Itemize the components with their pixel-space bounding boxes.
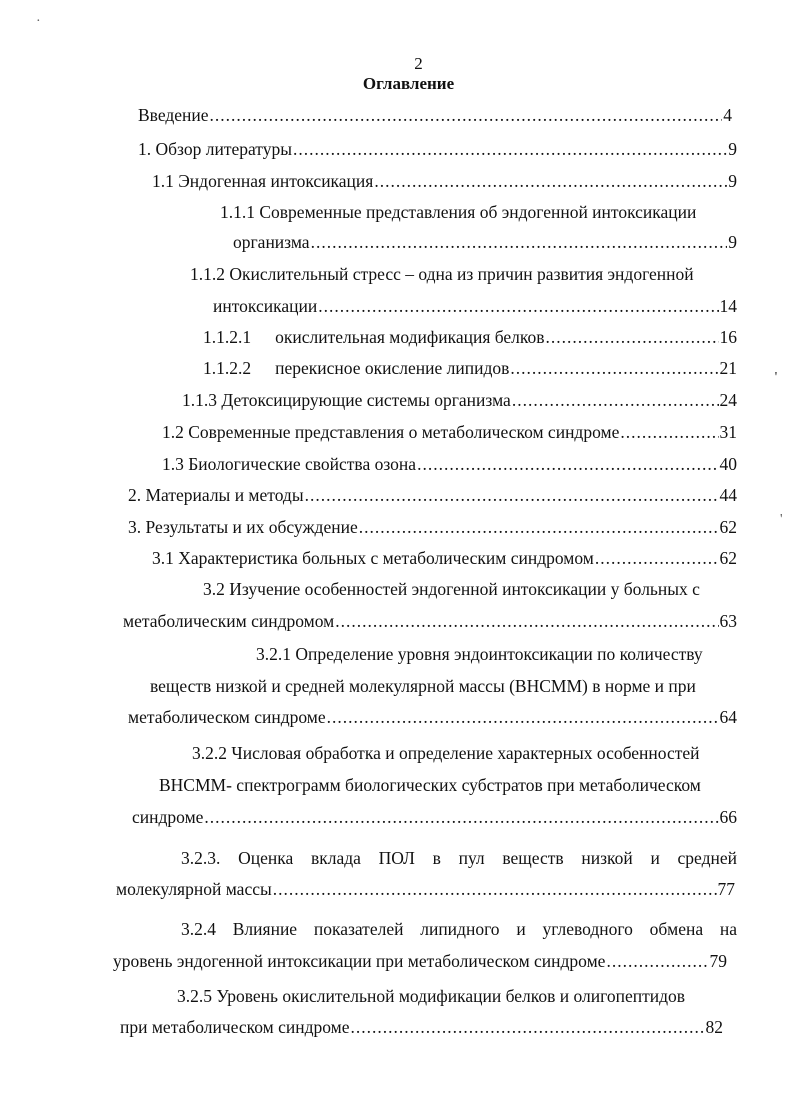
entry-text: организма [233,232,310,252]
toc-entry-1-1-1-line1 [220,201,696,223]
toc-entry-3-2-1-line2 [150,675,696,697]
toc-entry-3-2 [123,610,737,632]
toc-entry-1-1-2 [213,295,737,317]
entry-text: 1. Обзор литературы [138,139,292,159]
leader-dots [546,326,719,348]
toc-entry-3-2-1 [128,706,737,728]
toc-entry-1-1-2-2 [203,357,737,379]
toc-entry-3-2-1-line1 [256,643,703,665]
entry-text: 3.2.2 Числовая обработка и определение характерных особенностей [192,743,700,763]
leader-dots [620,421,718,443]
toc-entry-3-2-5-line1 [177,985,685,1007]
toc-entry-1-1-2-line1 [190,263,694,285]
leader-dots [374,170,727,192]
entry-text: 3. Результаты и их обсуждение [128,517,358,537]
entry-page: 77 [717,879,735,899]
entry-text: 2. Материалы и методы [128,485,304,505]
entry-page: 9 [728,139,737,159]
entry-page: 21 [719,358,737,378]
entry-page: 62 [719,548,737,568]
entry-text: 1.1.1 Современные представления об эндогенной интоксикации [220,202,697,222]
leader-dots [510,357,718,379]
entry-page: 62 [719,517,737,537]
leader-dots [311,231,728,253]
entry-text: 1.1 Эндогенная интоксикация [152,171,374,191]
leader-dots [293,138,727,160]
leader-dots [204,806,718,828]
leader-dots [417,453,718,475]
entry-text: ВНСММ- спектрограмм биологических субстратов при метаболическом [159,775,701,795]
entry-text: окислительная модификация белков [275,327,545,347]
entry-text: интоксикации [213,296,318,316]
entry-page: 9 [728,171,737,191]
toc-entry-3-2-4-line1: 3.2.4 Влияние показателей липидного и углеводного обмена на [181,919,737,939]
entry-page: 82 [705,1017,723,1037]
scan-speck: ' [774,370,778,385]
entry-text: метаболическом синдроме [128,707,326,727]
toc-title: Оглавление [362,74,455,93]
entry-text: молекулярной массы [116,879,272,899]
entry-page: 79 [709,951,727,971]
toc-entry-3-2-line1 [203,578,700,600]
toc-entry-3-1 [152,547,737,569]
toc-entry-1-1-1 [233,231,737,253]
toc-entry-1-1-3 [182,389,737,411]
entry-page: 14 [719,296,737,316]
toc-entry-3 [128,516,737,538]
toc-entry-1-1-2-1 [203,326,737,348]
leader-dots [359,516,719,538]
toc-entry-3-2-4 [113,950,727,972]
leader-dots [335,610,718,632]
entry-text: перекисное окисление липидов [275,358,510,378]
leader-dots [595,547,719,569]
page-number: 2 [414,54,423,73]
entry-page: 40 [719,454,737,474]
toc-entry-3-2-2-line1 [192,742,700,764]
scan-speck: ' [780,512,783,527]
entry-page: 64 [719,707,737,727]
toc-entry-3-2-3-line1: 3.2.3. Оценка вклада ПОЛ в пул веществ низкой и средней [181,848,737,868]
entry-text: 3.1 Характеристика больных с метаболическим синдромом [152,548,594,568]
entry-page: 16 [719,327,737,347]
leader-dots [327,706,719,728]
leader-dots [512,389,719,411]
entry-text: при метаболическом синдроме [120,1017,350,1037]
entry-number: 1.1.2.1 [203,327,252,347]
leader-dots [606,950,708,972]
leader-dots [305,484,719,506]
entry-text: метаболическим синдромом [123,611,335,631]
toc-entry-introduction [138,104,732,126]
entry-number: 1.1.2.2 [203,358,252,378]
toc-entry-1 [138,138,737,160]
scan-speck: · [36,14,41,29]
entry-page: 31 [719,422,737,442]
entry-text: 3.2 Изучение особенностей эндогенной интоксикации у больных с [203,579,700,599]
entry-page: 9 [728,232,737,252]
toc-entry-2 [128,484,737,506]
toc-entry-3-2-2 [132,806,737,828]
toc-entry-1-2 [162,421,737,443]
leader-dots [351,1016,705,1038]
entry-page: 63 [719,611,737,631]
leader-dots [318,295,718,317]
entry-page: 66 [719,807,737,827]
entry-text: 1.2 Современные представления о метаболическом синдроме [162,422,620,442]
toc-entry-1-3 [162,453,737,475]
entry-text: 1.3 Биологические свойства озона [162,454,417,474]
toc-entry-3-2-3 [116,878,735,900]
entry-page: 4 [723,105,732,125]
entry-page: 24 [719,390,737,410]
entry-page: 44 [719,485,737,505]
toc-entry-1-1 [152,170,737,192]
entry-text: 3.2.5 Уровень окислительной модификации белков и олигопептидов [177,986,686,1006]
leader-dots [210,104,723,126]
entry-text: 1.1.3 Детоксицирующие системы организма [182,390,511,410]
toc-entry-3-2-2-line2 [159,774,701,796]
entry-text: 3.2.1 Определение уровня эндоинтоксикации по количеству [256,644,703,664]
entry-text: Введение [138,105,209,125]
entry-text: 1.1.2 Окислительный стресс – одна из причин развития эндогенной [190,264,694,284]
toc-entry-3-2-5 [120,1016,723,1038]
entry-text: уровень эндогенной интоксикации при метаболическом синдроме [113,951,606,971]
entry-text: синдроме [132,807,204,827]
leader-dots [273,878,717,900]
entry-text: веществ низкой и средней молекулярной массы (ВНСММ) в норме и при [150,676,696,696]
